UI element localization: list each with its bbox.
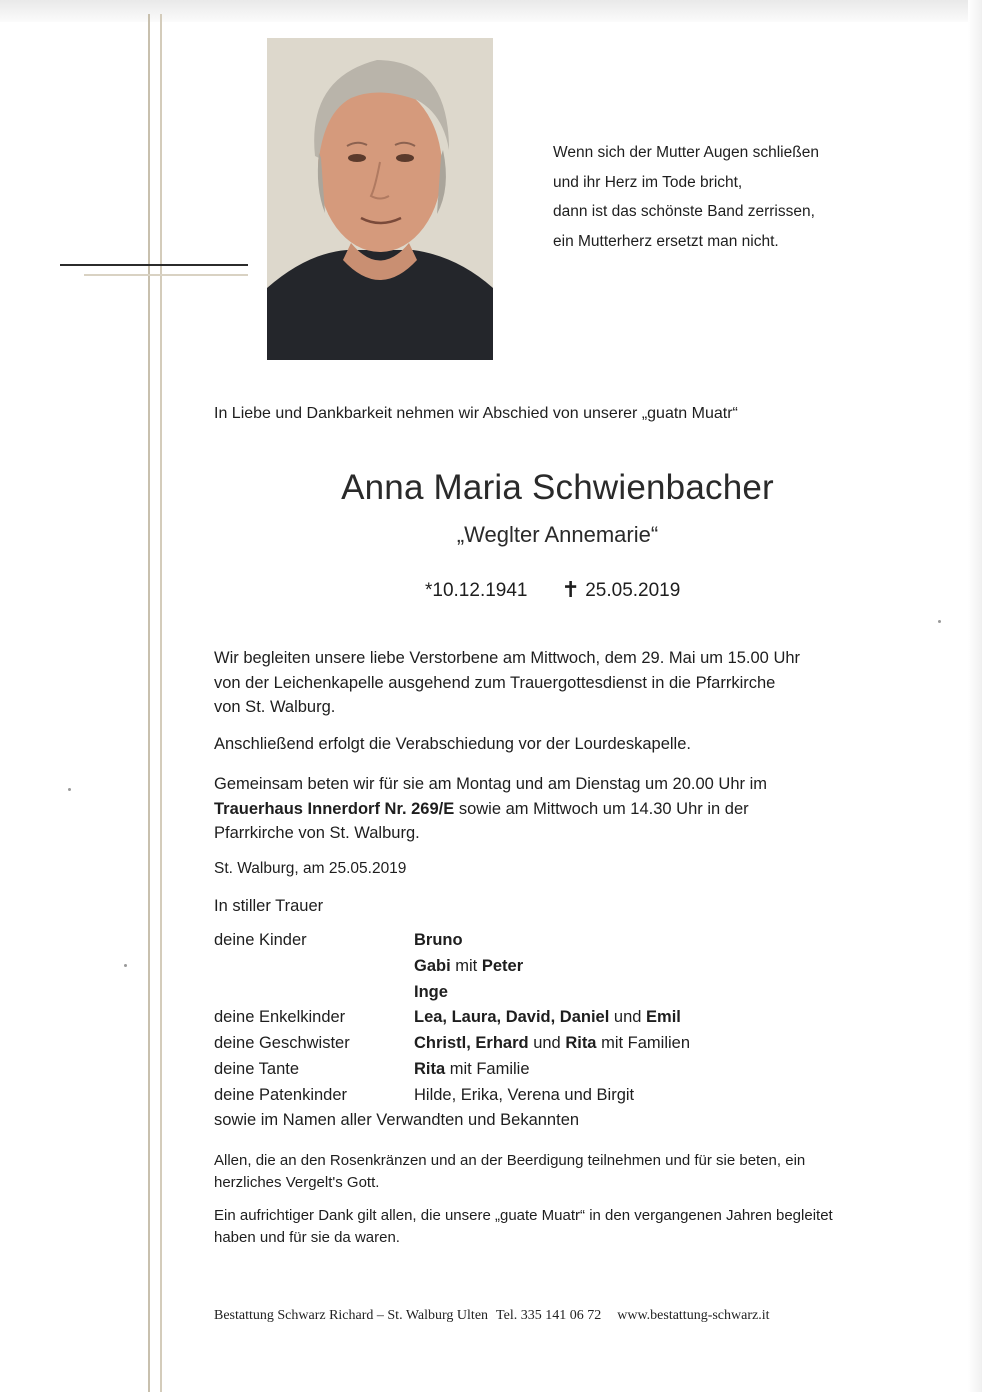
paragraph-line: von der Leichenkapelle ausgehend zum Trauergottesdienst in die Pfarrkirche: [214, 673, 776, 692]
mourners-row: [214, 1057, 690, 1083]
paragraph-line: Ein aufrichtiger Dank gilt allen, die unsere „guate Muatr“ in den vergangenen Jahren begleitet: [214, 1207, 833, 1224]
funeral-home-phone: Tel. 335 141 06 72: [496, 1308, 602, 1323]
cross-icon: ✝: [561, 577, 580, 602]
paragraph-line: Anschließend erfolgt die Verabschiedung vor der Lourdeskapelle.: [214, 735, 691, 753]
death-date: 25.05.2019: [585, 580, 681, 601]
mourners-row: [214, 954, 690, 980]
mourning-header: In stiller Trauer: [214, 897, 324, 915]
mourners-row: [214, 1031, 690, 1057]
deceased-name: Anna Maria Schwienbacher: [341, 468, 774, 507]
memorial-poem: [553, 138, 873, 256]
relation-names: Lea, Laura, David, Daniel und Emil: [414, 1008, 681, 1027]
relation-label: deine Kinder: [214, 931, 307, 949]
poem-line: dann ist das schönste Band zerrissen,: [553, 203, 815, 220]
poem-line: Wenn sich der Mutter Augen schließen: [553, 144, 819, 161]
relation-names: Gabi mit Peter: [414, 956, 524, 975]
cross-vertical-line: [148, 14, 150, 1392]
paragraph-line: [214, 797, 914, 822]
portrait-photo: [267, 38, 493, 360]
prayer-paragraph: [214, 772, 914, 846]
page-right-shadow: [968, 0, 982, 1392]
funeral-home-footer: [214, 1308, 770, 1324]
scan-speck: [938, 620, 941, 623]
mourning-house-address: Trauerhaus Innerdorf Nr. 269/E: [214, 799, 455, 818]
cross-horizontal-line: [60, 264, 248, 266]
poem-line: ein Mutterherz ersetzt man nicht.: [553, 232, 779, 250]
relatives-line: sowie im Namen aller Verwandten und Bekannten: [214, 1111, 580, 1129]
relation-label: deine Patenkinder: [214, 1085, 348, 1104]
paragraph-line: von St. Walburg.: [214, 698, 336, 716]
relation-names: Christl, Erhard und Rita mit Familien: [414, 1034, 690, 1053]
mourners-row: [214, 928, 690, 954]
paragraph-line: herzliches Vergelt's Gott.: [214, 1174, 380, 1191]
mourners-row: [214, 1005, 690, 1031]
relation-label: [214, 980, 414, 1006]
thanks-paragraph: [214, 1150, 914, 1194]
birth-date: *10.12.1941: [425, 580, 528, 601]
scan-speck: [124, 964, 127, 967]
relation-names: Bruno: [414, 931, 463, 949]
relation-names: Inge: [414, 982, 448, 1001]
mourners-row: [214, 980, 690, 1006]
mourners-row: [214, 1083, 690, 1109]
cross-vertical-line-shadow: [160, 14, 162, 1392]
paragraph-line: Gemeinsam beten wir für sie am Montag und am Dienstag um 20.00 Uhr im: [214, 775, 767, 793]
funeral-home-website: www.bestattung-schwarz.it: [617, 1308, 770, 1323]
life-dates: [425, 576, 680, 602]
funeral-info-paragraph: [214, 646, 914, 720]
paragraph-line: haben und für sie da waren.: [214, 1229, 400, 1246]
mourners-list: [214, 928, 690, 1109]
relation-names: Hilde, Erika, Verena und Birgit: [414, 1085, 635, 1104]
farewell-paragraph: [214, 732, 914, 757]
cross-horizontal-line-shadow: [84, 274, 248, 276]
relation-label: [214, 954, 414, 980]
paragraph-text: sowie am Mittwoch um 14.30 Uhr in der: [454, 799, 749, 818]
poem-line: und ihr Herz im Tode bricht,: [553, 173, 743, 191]
relation-label: deine Geschwister: [214, 1034, 350, 1053]
scan-speck: [68, 788, 71, 791]
relation-label: deine Enkelkinder: [214, 1008, 346, 1027]
deceased-nickname: „Weglter Annemarie“: [456, 522, 659, 547]
funeral-home-name: Bestattung Schwarz Richard – St. Walburg Ulten: [214, 1308, 489, 1323]
farewell-intro: In Liebe und Dankbarkeit nehmen wir Abschied von unserer „guatn Muatr“: [214, 405, 738, 422]
paragraph-line: Pfarrkirche von St. Walburg.: [214, 824, 420, 842]
gratitude-paragraph: [214, 1205, 914, 1249]
paragraph-line: Allen, die an den Rosenkränzen und an der Beerdigung teilnehmen und für sie beten, ein: [214, 1152, 806, 1169]
relation-label: deine Tante: [214, 1059, 300, 1078]
place-and-date: St. Walburg, am 25.05.2019: [214, 860, 407, 877]
relation-names: Rita mit Familie: [414, 1059, 530, 1078]
paragraph-line: Wir begleiten unsere liebe Verstorbene am Mittwoch, dem 29. Mai um 15.00 Uhr: [214, 649, 801, 667]
